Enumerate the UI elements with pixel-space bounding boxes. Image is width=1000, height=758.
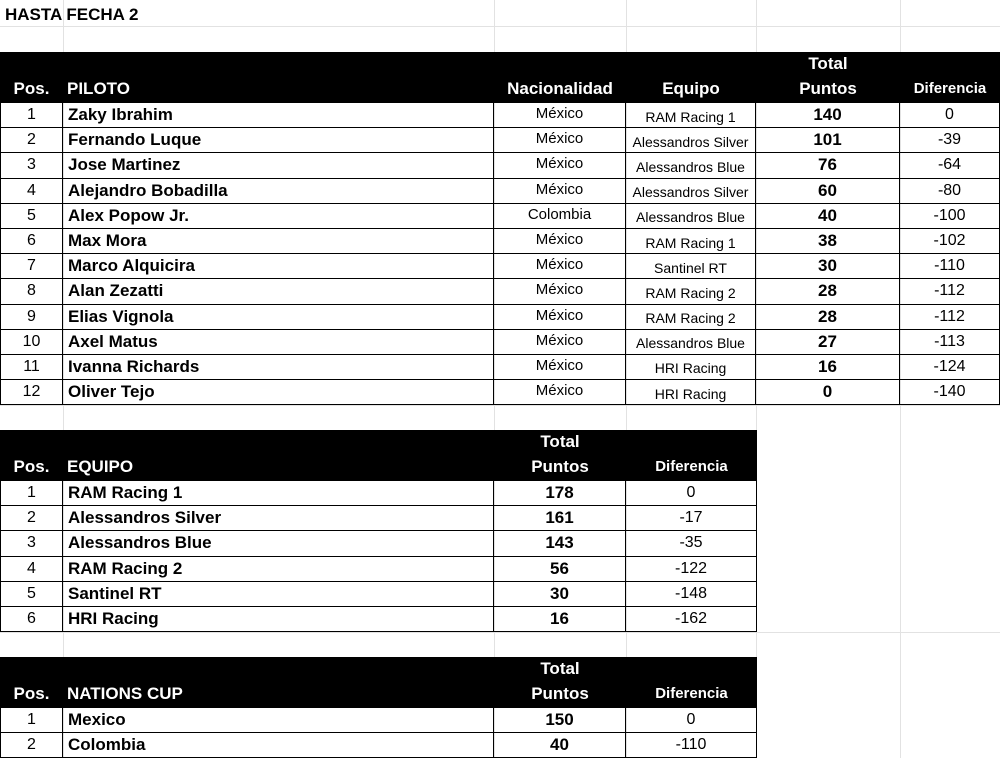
pos-cell: 4 (0, 557, 63, 582)
pos-cell: 10 (0, 330, 63, 355)
difference-cell: -64 (900, 153, 1000, 178)
pos-cell: 3 (0, 531, 63, 556)
pos-cell: 1 (0, 103, 63, 128)
teams-table-header (0, 430, 757, 481)
difference-cell: -110 (626, 733, 757, 758)
pilot-name-cell: Oliver Tejo (63, 380, 494, 405)
nationality-cell: México (494, 229, 626, 254)
team-cell: RAM Racing 2 (626, 279, 756, 304)
points-cell: 161 (494, 506, 626, 531)
pos-cell: 2 (0, 128, 63, 153)
pos-cell: 6 (0, 607, 63, 632)
col-diferencia-header: Diferencia (655, 685, 728, 702)
table-row (0, 128, 1000, 153)
table-row (0, 204, 1000, 229)
pos-cell: 1 (0, 481, 63, 506)
col-total-header: Total Puntos (531, 432, 589, 476)
difference-cell: -102 (900, 229, 1000, 254)
col-total-header: Total Puntos (799, 54, 857, 98)
difference-cell: -124 (900, 355, 1000, 380)
table-row (0, 229, 1000, 254)
pos-cell: 1 (0, 708, 63, 733)
pilots-table-header (0, 52, 1000, 103)
points-cell: 60 (756, 179, 900, 204)
col-equipo-header: Equipo (662, 79, 720, 98)
points-cell: 16 (494, 607, 626, 632)
pilot-name-cell: Alejandro Bobadilla (63, 179, 494, 204)
table-row (0, 254, 1000, 279)
table-row (0, 153, 1000, 178)
nationality-cell: México (494, 305, 626, 330)
team-cell: Alessandros Blue (626, 204, 756, 229)
difference-cell: -100 (900, 204, 1000, 229)
nationality-cell: México (494, 103, 626, 128)
col-diferencia-header: Diferencia (913, 80, 987, 97)
difference-cell: 0 (900, 103, 1000, 128)
col-diferencia-header: Diferencia (655, 458, 728, 475)
pilot-name-cell: Marco Alquicira (63, 254, 494, 279)
table-row (0, 582, 757, 607)
pos-cell: 12 (0, 380, 63, 405)
table-row (0, 330, 1000, 355)
nationality-cell: México (494, 279, 626, 304)
table-row (0, 708, 757, 733)
points-cell: 40 (756, 204, 900, 229)
table-row (0, 355, 1000, 380)
nation-name-cell: Colombia (63, 733, 494, 758)
points-cell: 28 (756, 279, 900, 304)
table-row (0, 733, 757, 758)
pos-cell: 2 (0, 733, 63, 758)
nationality-cell: México (494, 128, 626, 153)
pilot-name-cell: Max Mora (63, 229, 494, 254)
team-cell: RAM Racing 1 (626, 229, 756, 254)
pilots-table-body (0, 103, 1000, 405)
col-pos-header: Pos. (13, 79, 50, 98)
pos-cell: 9 (0, 305, 63, 330)
nationality-cell: Colombia (494, 204, 626, 229)
table-row (0, 607, 757, 632)
col-pos-header: Pos. (13, 457, 50, 476)
team-cell: Alessandros Silver (626, 179, 756, 204)
points-cell: 0 (756, 380, 900, 405)
points-cell: 143 (494, 531, 626, 556)
points-cell: 76 (756, 153, 900, 178)
difference-cell: -17 (626, 506, 757, 531)
team-name-cell: Alessandros Blue (63, 531, 494, 556)
nationality-cell: México (494, 355, 626, 380)
points-cell: 30 (756, 254, 900, 279)
pos-cell: 8 (0, 279, 63, 304)
nationality-cell: México (494, 254, 626, 279)
nationality-cell: México (494, 153, 626, 178)
points-cell: 101 (756, 128, 900, 153)
pos-cell: 7 (0, 254, 63, 279)
nation-name-cell: Mexico (63, 708, 494, 733)
team-cell: Alessandros Blue (626, 330, 756, 355)
table-row (0, 305, 1000, 330)
nations-table-body (0, 708, 757, 758)
team-cell: Alessandros Silver (626, 128, 756, 153)
team-cell: HRI Racing (626, 355, 756, 380)
pilot-name-cell: Elias Vignola (63, 305, 494, 330)
difference-cell: -113 (900, 330, 1000, 355)
table-row (0, 179, 1000, 204)
table-row (0, 481, 757, 506)
table-row (0, 531, 757, 556)
team-cell: RAM Racing 2 (626, 305, 756, 330)
difference-cell: -112 (900, 279, 1000, 304)
points-cell: 40 (494, 733, 626, 758)
team-name-cell: RAM Racing 1 (63, 481, 494, 506)
table-row (0, 103, 1000, 128)
points-cell: 140 (756, 103, 900, 128)
difference-cell: 0 (626, 481, 757, 506)
pos-cell: 11 (0, 355, 63, 380)
points-cell: 30 (494, 582, 626, 607)
team-name-cell: HRI Racing (63, 607, 494, 632)
points-cell: 16 (756, 355, 900, 380)
nations-table-header (0, 657, 757, 708)
difference-cell: -80 (900, 179, 1000, 204)
pilot-name-cell: Axel Matus (63, 330, 494, 355)
difference-cell: -112 (900, 305, 1000, 330)
pos-cell: 6 (0, 229, 63, 254)
table-row (0, 557, 757, 582)
pilot-name-cell: Zaky Ibrahim (63, 103, 494, 128)
points-cell: 150 (494, 708, 626, 733)
team-cell: Alessandros Blue (626, 153, 756, 178)
nationality-cell: México (494, 330, 626, 355)
difference-cell: -39 (900, 128, 1000, 153)
pilot-name-cell: Jose Martinez (63, 153, 494, 178)
table-row (0, 380, 1000, 405)
difference-cell: -162 (626, 607, 757, 632)
gridline (0, 26, 1000, 27)
team-name-cell: Alessandros Silver (63, 506, 494, 531)
col-piloto-header: PILOTO (67, 79, 130, 98)
pilot-name-cell: Fernando Luque (63, 128, 494, 153)
page-title: HASTA FECHA 2 (5, 5, 139, 24)
difference-cell: -122 (626, 557, 757, 582)
nationality-cell: México (494, 179, 626, 204)
points-cell: 178 (494, 481, 626, 506)
pos-cell: 5 (0, 204, 63, 229)
points-cell: 28 (756, 305, 900, 330)
points-cell: 27 (756, 330, 900, 355)
pilot-name-cell: Alan Zezatti (63, 279, 494, 304)
col-nations-header: NATIONS CUP (67, 684, 183, 703)
team-cell: Santinel RT (626, 254, 756, 279)
difference-cell: -140 (900, 380, 1000, 405)
team-name-cell: RAM Racing 2 (63, 557, 494, 582)
col-total-header: Total Puntos (531, 659, 589, 703)
col-nacionalidad-header: Nacionalidad (507, 79, 613, 98)
difference-cell: -35 (626, 531, 757, 556)
table-row (0, 279, 1000, 304)
pos-cell: 3 (0, 153, 63, 178)
points-cell: 56 (494, 557, 626, 582)
col-pos-header: Pos. (13, 684, 50, 703)
teams-standings-table (0, 430, 757, 632)
difference-cell: 0 (626, 708, 757, 733)
pilots-standings-table (0, 52, 1000, 405)
gridline (0, 632, 1000, 633)
nations-cup-table (0, 657, 757, 758)
nationality-cell: México (494, 380, 626, 405)
points-cell: 38 (756, 229, 900, 254)
pilot-name-cell: Ivanna Richards (63, 355, 494, 380)
team-cell: HRI Racing (626, 380, 756, 405)
col-equipo-header: EQUIPO (67, 457, 134, 476)
pos-cell: 5 (0, 582, 63, 607)
pos-cell: 2 (0, 506, 63, 531)
difference-cell: -110 (900, 254, 1000, 279)
difference-cell: -148 (626, 582, 757, 607)
teams-table-body (0, 481, 757, 632)
team-name-cell: Santinel RT (63, 582, 494, 607)
pos-cell: 4 (0, 179, 63, 204)
pilot-name-cell: Alex Popow Jr. (63, 204, 494, 229)
team-cell: RAM Racing 1 (626, 103, 756, 128)
table-row (0, 506, 757, 531)
